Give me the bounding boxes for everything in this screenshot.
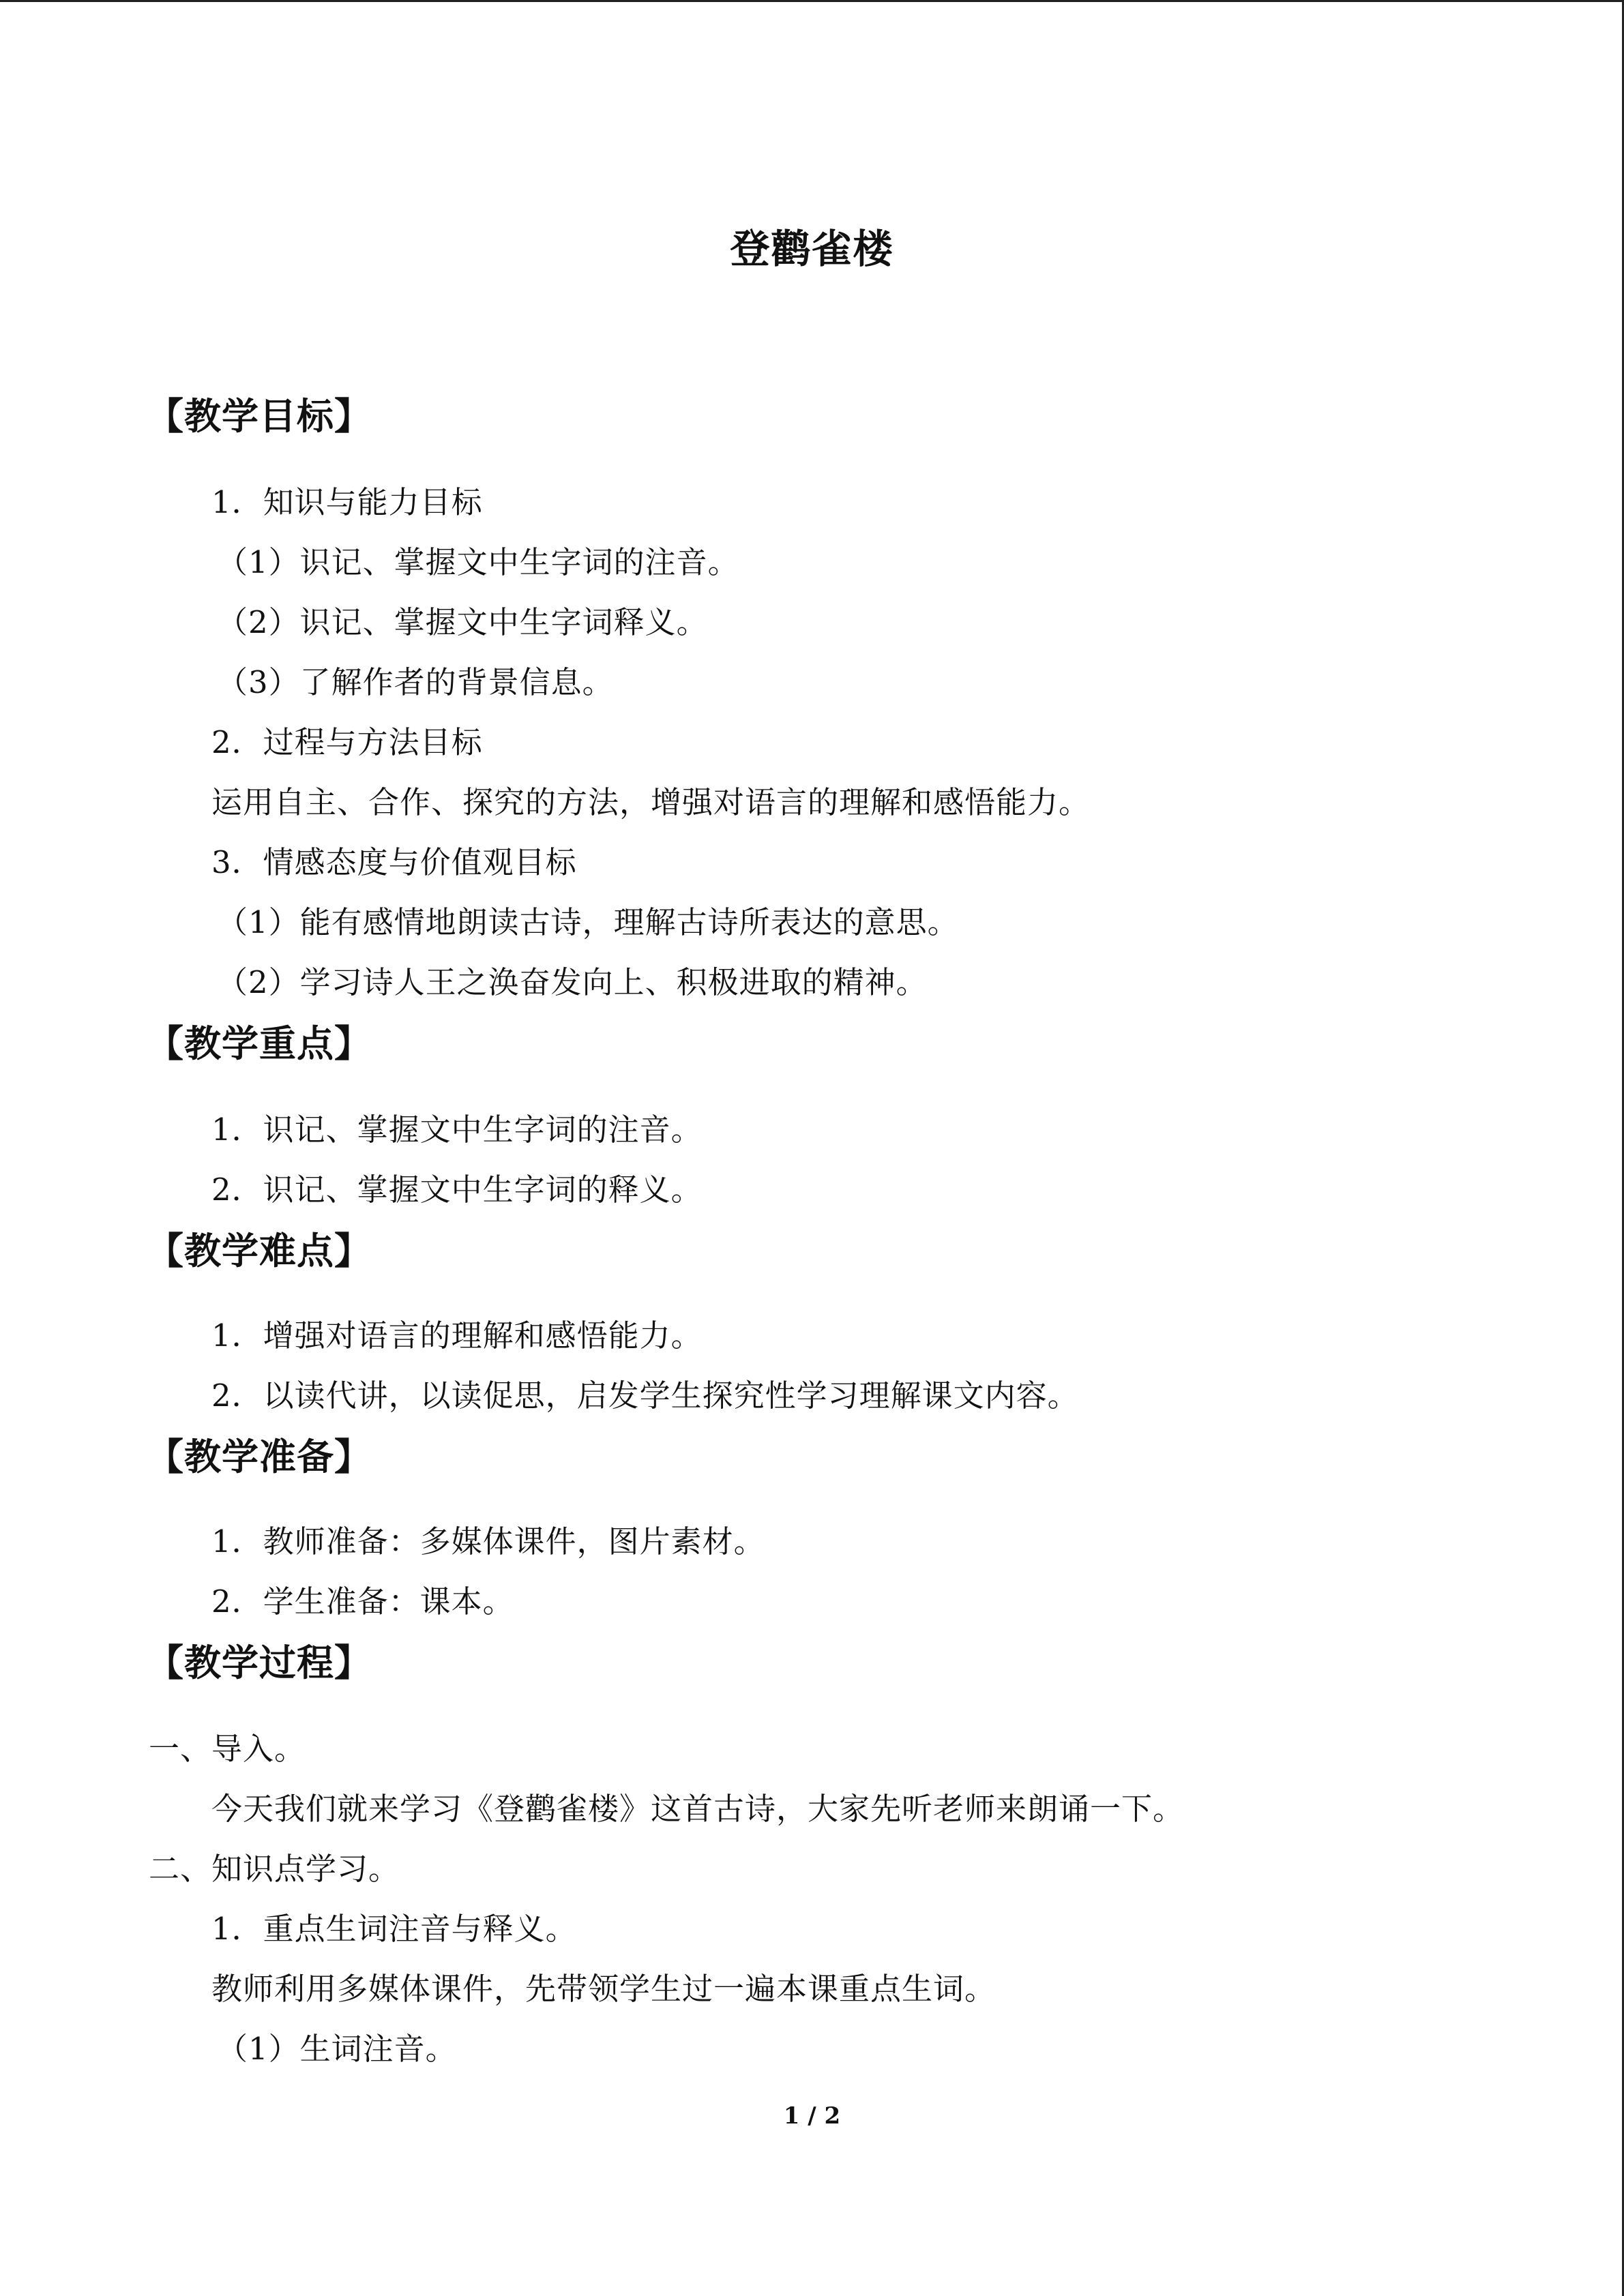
goal-item-1: 1．知识与能力目标	[211, 484, 483, 520]
preparation-item-2: 2．学生准备：课本。	[211, 1583, 514, 1620]
goal-item-3-1: （1）能有感情地朗读古诗，理解古诗所表达的意思。	[217, 904, 959, 940]
process-part-2: 二、知识点学习。	[149, 1851, 400, 1887]
document-title: 登鹳雀楼	[730, 226, 894, 272]
page-number: 1 / 2	[783, 2102, 841, 2130]
preparation-item-1: 1．教师准备：多媒体课件，图片素材。	[211, 1523, 765, 1560]
goal-item-1-3: （3）了解作者的背景信息。	[217, 664, 614, 700]
goal-item-3: 3．情感态度与价值观目标	[211, 844, 577, 880]
section-heading-goals: 【教学目标】	[147, 394, 372, 438]
process-part-2-sub-1: （1）生词注音。	[217, 2031, 457, 2067]
section-heading-key-points: 【教学重点】	[147, 1022, 372, 1065]
process-part-2-text: 教师利用多媒体课件，先带领学生过一遍本课重点生词。	[211, 1971, 996, 2007]
goal-item-2: 2．过程与方法目标	[211, 724, 483, 760]
section-heading-process: 【教学过程】	[147, 1641, 372, 1684]
top-border	[0, 0, 1624, 2]
difficulty-item-1: 1．增强对语言的理解和感悟能力。	[211, 1317, 703, 1354]
process-part-1: 一、导入。	[149, 1731, 306, 1767]
key-point-item-1: 1．识记、掌握文中生字词的注音。	[211, 1112, 703, 1148]
goal-item-1-1: （1）识记、掌握文中生字词的注音。	[217, 544, 739, 580]
process-part-1-text: 今天我们就来学习《登鹳雀楼》这首古诗，大家先听老师来朗诵一下。	[211, 1791, 1185, 1827]
goal-item-2-text: 运用自主、合作、探究的方法，增强对语言的理解和感悟能力。	[211, 784, 1091, 820]
goal-item-3-2: （2）学习诗人王之涣奋发向上、积极进取的精神。	[217, 964, 928, 1000]
difficulty-item-2: 2．以读代讲，以读促思，启发学生探究性学习理解课文内容。	[211, 1377, 1079, 1414]
process-part-2-item-1: 1．重点生词注音与释义。	[211, 1911, 577, 1947]
key-point-item-2: 2．识记、掌握文中生字词的释义。	[211, 1172, 703, 1208]
section-heading-difficulties: 【教学难点】	[147, 1229, 372, 1272]
goal-item-1-2: （2）识记、掌握文中生字词释义。	[217, 604, 708, 640]
section-heading-preparation: 【教学准备】	[147, 1435, 372, 1478]
